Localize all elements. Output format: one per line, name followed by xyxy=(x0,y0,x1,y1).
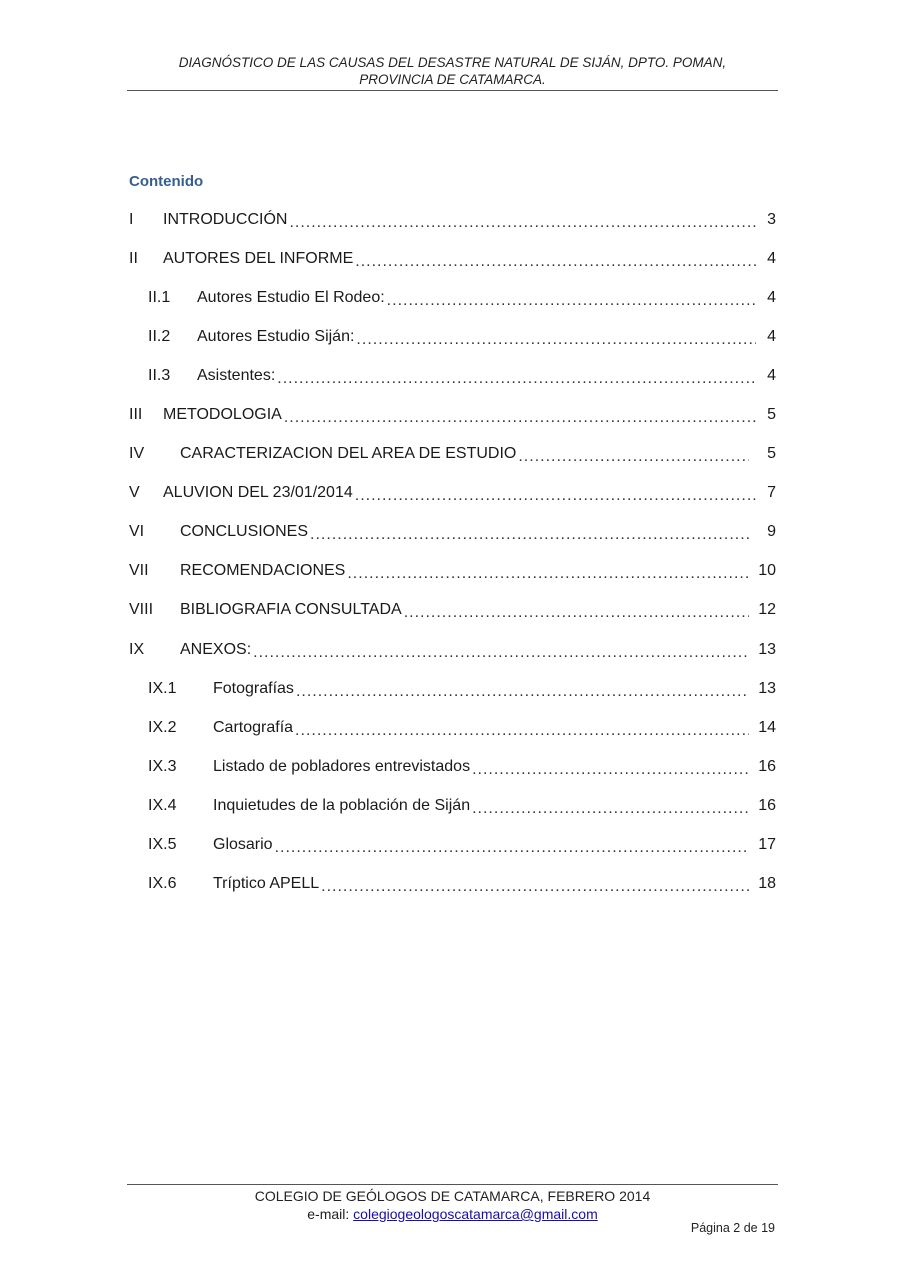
toc-dot-leader xyxy=(289,214,756,232)
toc-entry[interactable] xyxy=(129,552,776,591)
toc-dot-leader xyxy=(275,839,749,857)
toc-entry-label: Autores Estudio Siján: xyxy=(197,327,355,345)
footer-divider xyxy=(127,1184,778,1185)
toc-entry-label: Cartografía xyxy=(213,718,294,736)
toc-entry-number: IX.3 xyxy=(148,757,177,775)
toc-entry[interactable] xyxy=(129,278,776,317)
toc-entry-number: IX.5 xyxy=(148,836,177,854)
page-number: Página 2 de 19 xyxy=(690,1221,775,1235)
toc-entry-page: 5 xyxy=(767,406,776,424)
toc-entry[interactable] xyxy=(129,630,776,669)
footer-organization: COLEGIO DE GEÓLOGOS DE CATAMARCA, FEBRERO 2014 xyxy=(254,1188,651,1204)
toc-entry[interactable] xyxy=(129,747,776,786)
toc-entry-label: Inquietudes de la población de Siján xyxy=(213,796,471,814)
toc-dot-leader xyxy=(355,253,756,271)
toc-entry-number: V xyxy=(129,484,140,502)
toc-dot-leader xyxy=(472,761,749,779)
toc-entry-label: Listado de pobladores entrevistados xyxy=(213,757,471,775)
toc-dot-leader xyxy=(356,331,756,349)
toc-dot-leader xyxy=(296,683,749,701)
toc-entry-number: II.2 xyxy=(148,327,171,345)
toc-entry[interactable] xyxy=(129,200,776,239)
toc-entry-page: 4 xyxy=(767,327,776,345)
toc-dot-leader xyxy=(404,604,749,622)
toc-entry-page: 4 xyxy=(767,366,776,384)
toc-entry-label: RECOMENDACIONES xyxy=(180,562,346,580)
toc-dot-leader xyxy=(472,800,749,818)
toc-title: Contenido xyxy=(129,173,204,190)
toc-dot-leader xyxy=(355,487,756,505)
toc-entry-number: IX xyxy=(129,640,145,658)
footer-email-line xyxy=(127,1205,778,1223)
toc-entry-label: Tríptico APELL xyxy=(213,875,320,893)
toc-entry-page: 3 xyxy=(767,210,776,228)
toc-entry-page: 9 xyxy=(767,523,776,541)
toc-entry-page: 5 xyxy=(767,445,776,463)
header-title-line1: DIAGNÓSTICO DE LAS CAUSAS DEL DESASTRE NATURAL DE SIJÁN, DPTO. POMAN, xyxy=(178,55,727,70)
page-header xyxy=(127,54,778,88)
toc-dot-leader xyxy=(518,448,749,466)
toc-entry-number: II.1 xyxy=(148,288,171,306)
toc-entry-label: ALUVION DEL 23/01/2014 xyxy=(163,484,353,502)
toc-entry-page: 10 xyxy=(758,562,776,580)
toc-dot-leader xyxy=(277,370,756,388)
toc-entry-label: Glosario xyxy=(213,836,273,854)
toc-entry-label: Fotografías xyxy=(213,679,294,697)
toc-entry-label: BIBLIOGRAFIA CONSULTADA xyxy=(180,601,402,619)
toc-entry-page: 13 xyxy=(758,640,776,658)
toc-entry-number: VIII xyxy=(129,601,154,619)
toc-entry-number: IX.6 xyxy=(148,875,177,893)
toc-dot-leader xyxy=(347,565,749,583)
toc-entry-page: 4 xyxy=(767,249,776,267)
toc-entry-number: II xyxy=(129,249,138,267)
toc-entry[interactable] xyxy=(129,239,776,278)
toc-entry-label: METODOLOGIA xyxy=(163,406,282,424)
toc-entry[interactable] xyxy=(129,317,776,356)
toc-entry-label: AUTORES DEL INFORME xyxy=(163,249,354,267)
toc-entry-number: IX.1 xyxy=(148,679,177,697)
toc-dot-leader xyxy=(321,878,749,896)
toc-dot-leader xyxy=(295,722,749,740)
toc-entry-page: 13 xyxy=(758,679,776,697)
toc-entry-page: 16 xyxy=(758,796,776,814)
toc-entry-label: ANEXOS: xyxy=(180,640,252,658)
toc-entry-number: II.3 xyxy=(148,366,171,384)
toc-entry-page: 4 xyxy=(767,288,776,306)
toc-entry-page: 18 xyxy=(758,875,776,893)
toc-entry-page: 17 xyxy=(758,836,776,854)
toc-entry[interactable] xyxy=(129,669,776,708)
toc-entry-number: VI xyxy=(129,523,145,541)
toc-entry[interactable] xyxy=(129,591,776,630)
toc-dot-leader xyxy=(253,644,749,662)
toc-entry-number: IX.4 xyxy=(148,796,177,814)
toc-entry[interactable] xyxy=(129,708,776,747)
toc-entry[interactable] xyxy=(129,865,776,904)
toc-entry[interactable] xyxy=(129,435,776,474)
toc-dot-leader xyxy=(387,292,756,310)
toc-entry[interactable] xyxy=(129,826,776,865)
toc-entry-label: Asistentes: xyxy=(197,366,276,384)
toc-entry-label: Autores Estudio El Rodeo: xyxy=(197,288,385,306)
toc-entry-number: III xyxy=(129,406,143,424)
table-of-contents xyxy=(129,200,776,904)
toc-entry[interactable] xyxy=(129,395,776,434)
footer-email-link[interactable]: colegiogeologoscatamarca@gmail.com xyxy=(353,1206,598,1222)
toc-entry-number: IX.2 xyxy=(148,718,177,736)
toc-entry-page: 12 xyxy=(758,601,776,619)
toc-entry[interactable] xyxy=(129,786,776,825)
toc-dot-leader xyxy=(310,526,749,544)
header-title-line2: PROVINCIA DE CATAMARCA. xyxy=(359,72,546,87)
header-divider xyxy=(127,90,778,91)
toc-entry-page: 7 xyxy=(767,484,776,502)
toc-entry-page: 14 xyxy=(758,718,776,736)
toc-entry[interactable] xyxy=(129,513,776,552)
toc-entry-number: IV xyxy=(129,445,145,463)
toc-dot-leader xyxy=(284,409,756,427)
toc-entry-label: CONCLUSIONES xyxy=(180,523,309,541)
page-footer xyxy=(127,1187,778,1223)
toc-entry[interactable] xyxy=(129,356,776,395)
toc-entry-label: INTRODUCCIÓN xyxy=(163,210,288,228)
footer-email-label: e-mail: xyxy=(307,1206,354,1222)
toc-entry-label: CARACTERIZACION DEL AREA DE ESTUDIO xyxy=(180,445,517,463)
toc-entry-number: VII xyxy=(129,562,149,580)
toc-entry-page: 16 xyxy=(758,757,776,775)
toc-entry[interactable] xyxy=(129,474,776,513)
toc-entry-number: I xyxy=(129,210,134,228)
